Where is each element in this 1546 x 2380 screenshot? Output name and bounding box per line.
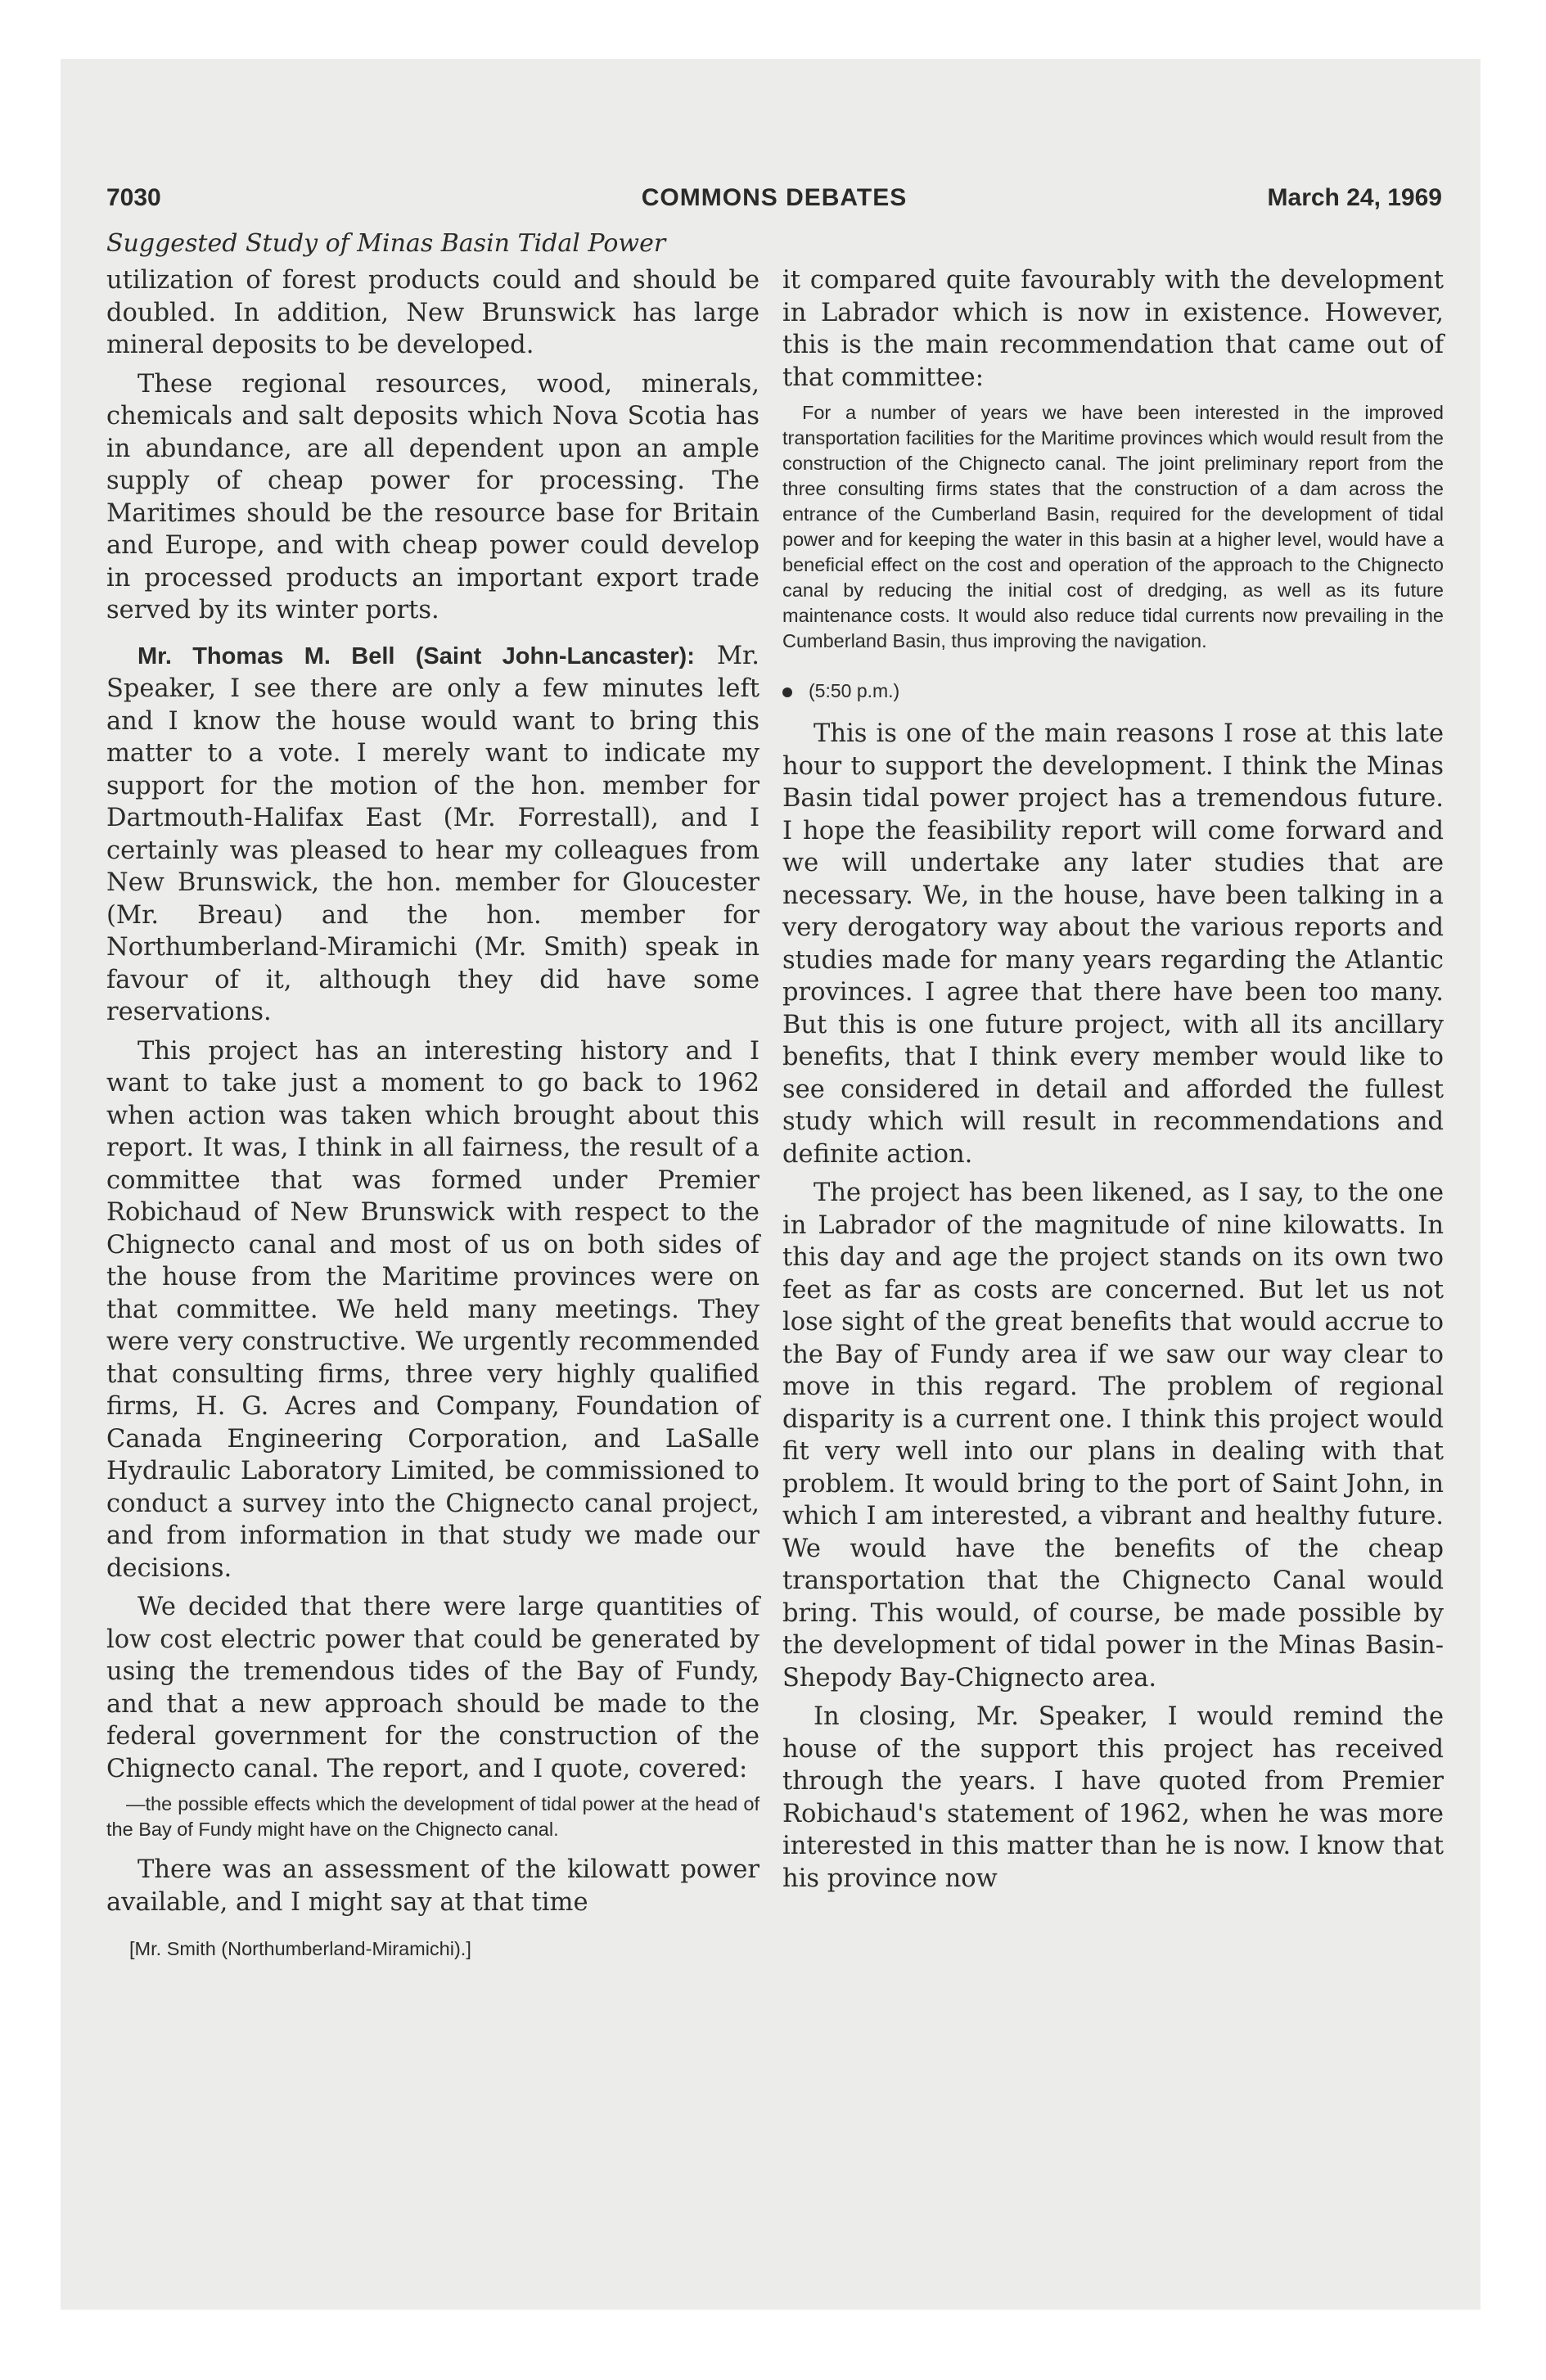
speech-text: Mr. Speaker, I see there are only a few minutes left and I know the house would want to bring this matter to a vote. I merely want to indicate my support for the motion of the hon. member for Dartmouth-Halifax East (Mr. Forrestall), and I certainly was pleased to hear my colleagues from New Brunswick, the hon. member for Gloucester (Mr. Breau) and the hon. member for Northumberland-Miramichi (Mr. Smith) speak in favour of it, although they did have some reservations. bbox=[106, 641, 759, 1026]
timestamp-text: (5:50 p.m.) bbox=[809, 680, 900, 701]
speaker-name: Mr. Thomas M. Bell (Saint John-Lancaster): bbox=[137, 642, 695, 669]
page-number: 7030 bbox=[106, 184, 161, 211]
paragraph: There was an assessment of the kilowatt power available, and I might say at that time bbox=[106, 1855, 759, 1917]
paragraph: This is one of the main reasons I rose at this late hour to support the development. I think the Minas Basin tidal power project has a tremendous future. I hope the feasibility report will come forward and we will undertake any later studies that are necessary. We, in the house, have been talking in a very derogatory way about the various reports and studies made for many years regarding the Atlantic provinces. I agree that there have been too many. But this is one future project, with all its ancillary benefits, that I think every member would like to see considered in detail and afforded the fullest study which will result in recommendations and definite action. bbox=[782, 719, 1444, 1169]
bullet-icon bbox=[782, 687, 792, 697]
speaker-footnote: [Mr. Smith (Northumberland-Miramichi).] bbox=[129, 1938, 471, 1959]
right-column bbox=[782, 264, 1444, 1901]
page-date: March 24, 1969 bbox=[1267, 184, 1442, 211]
paragraph: utilization of forest products could and should be doubled. In addition, New Brunswick has large mineral deposits to be developed. bbox=[106, 266, 759, 359]
quoted-passage: —the possible effects which the development of tidal power at the head of the Bay of Fundy might have on the Chignecto canal. bbox=[106, 1793, 759, 1840]
paragraph: The project has been likened, as I say, to the one in Labrador of the magnitude of nine kilowatts. In this day and age the project stands on its own two feet as far as costs are concerned. But let us not lose sight of the great benefits that would accrue to the Bay of Fundy area if we saw our way clear to move in this regard. The problem of regional disparity is a current one. I think this project would fit very well into our plans in dealing with that problem. It would bring to the port of Saint John, in which I am interested, a vibrant and healthy future. We would have the benefits of the cheap transportation that the Chignecto Canal would bring. This would, of course, be made possible by the development of tidal power in the Minas Basin-Shepody Bay-Chignecto area. bbox=[782, 1179, 1444, 1693]
page-header bbox=[106, 184, 1442, 225]
speech-paragraph bbox=[106, 640, 759, 1029]
publication-title: COMMONS DEBATES bbox=[641, 184, 908, 211]
paragraph: it compared quite favourably with the development in Labrador which is now in existence. However, this is the main recommendation that came out of that committee: bbox=[782, 266, 1444, 392]
timestamp bbox=[782, 678, 1444, 703]
quoted-passage: For a number of years we have been interested in the improved transportation facilities for the Maritime provinces which would result from the construction of the Chignecto canal. The joint preliminary report from the three consulting firms states that the construction of a dam across the entrance of the Cumberland Basin, required for the development of tidal power and for keeping the water in this basin at a higher level, would have a beneficial effect on the cost and operation of the approach to the Chignecto canal by reducing the initial cost of dredging, as well as its future maintenance costs. It would also reduce tidal currents now prevailing in the Cumberland Basin, thus improving the navigation. bbox=[782, 402, 1444, 651]
paragraph: In closing, Mr. Speaker, I would remind the house of the support this project has received through the years. I have quoted from Premier Robichaud's statement of 1962, when he was more interested in this matter than he is now. I know that his province now bbox=[782, 1702, 1444, 1893]
paragraph: These regional resources, wood, minerals, chemicals and salt deposits which Nova Scotia has in abundance, are all dependent upon an ample supply of cheap power for processing. The Maritimes should be the resource base for Britain and Europe, and with cheap power could develop in processed products an important export trade served by its winter ports. bbox=[106, 369, 759, 624]
running-subject: Suggested Study of Minas Basin Tidal Power bbox=[106, 229, 666, 258]
paragraph: This project has an interesting history and I want to take just a moment to go back to 1962 when action was taken which brought about this report. It was, I think in all fairness, the result of a committee that was formed under Premier Robichaud of New Brunswick with respect to the Chignecto canal and most of us on both sides of the house from the Maritime provinces were on that committee. We held many meetings. They were very constructive. We urgently recommended that consulting firms, three very highly qualified firms, H. G. Acres and Company, Foundation of Canada Engineering Corporation, and LaSalle Hydraulic Laboratory Limited, be commissioned to conduct a survey into the Chignecto canal project, and from information in that study we made our decisions. bbox=[106, 1036, 759, 1583]
paragraph: We decided that there were large quantities of low cost electric power that could be generated by using the tremendous tides of the Bay of Fundy, and that a new approach should be made to the federal government for the construction of the Chignecto canal. The report, and I quote, covered: bbox=[106, 1593, 759, 1783]
left-column bbox=[106, 264, 759, 1961]
